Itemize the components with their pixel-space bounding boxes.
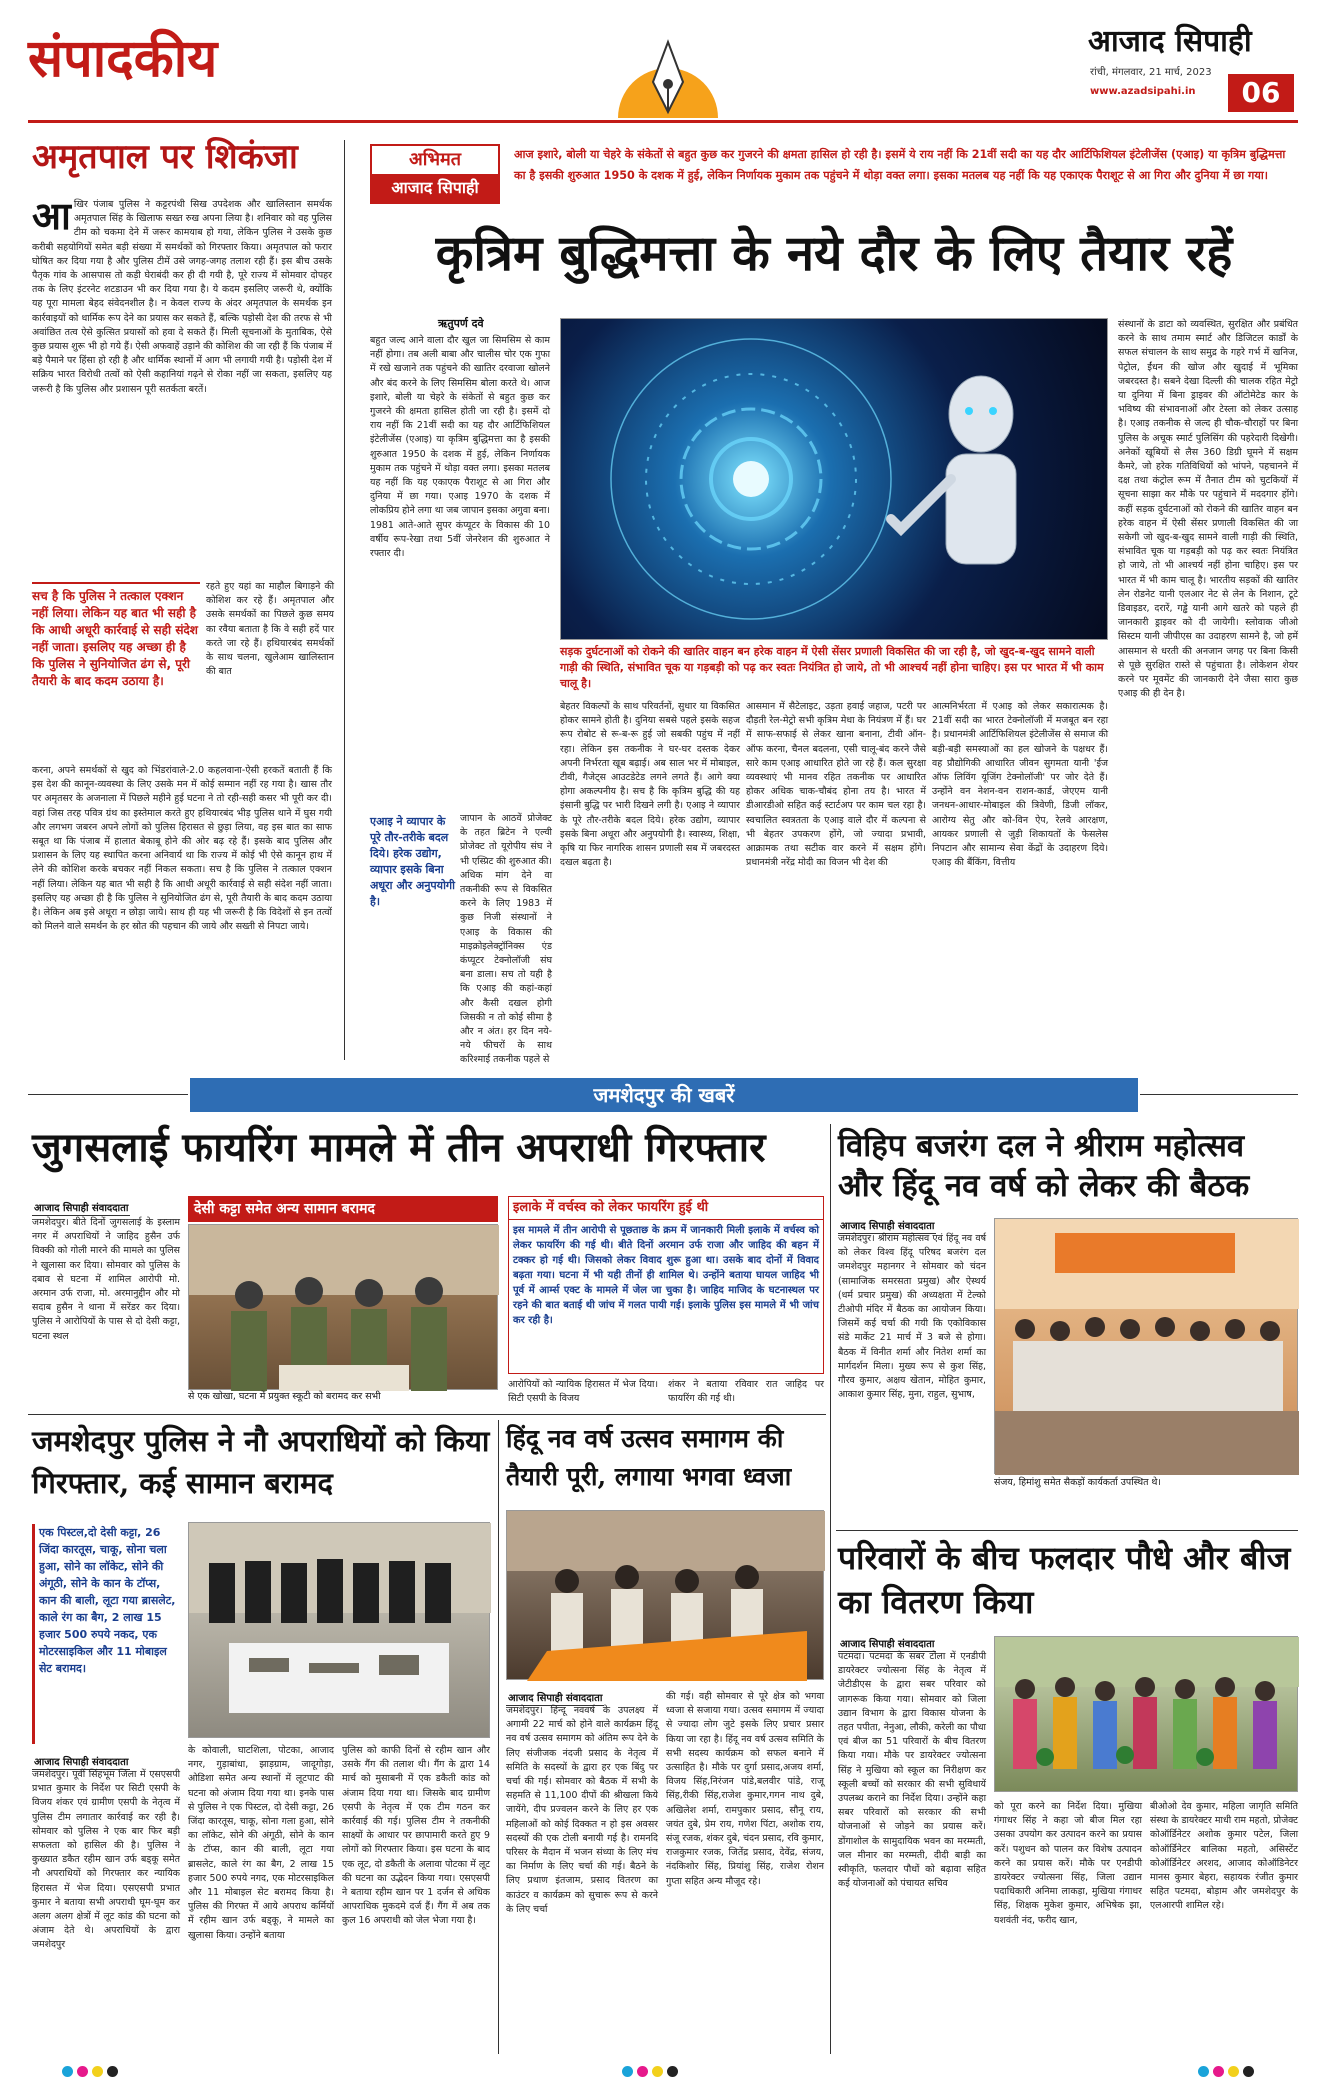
story4-body-1: जमशेदपुर। हिन्दू नववर्ष के उपलक्ष्य में अगामी 22 मार्च को होने वाले कार्यक्रम हिंदू नव वर्ष उत्सव समागम को अंतिम रूप देने के लिए संजीजक नंदजी प्रसाद के नेतृत्व में समिति के सदस्यों के द्वारा हर एक बिंदु पर चर्चा की गई। सोमवार को बैठक में सभी के सहमति से 11,100 दीपों की श्रीखला किये जायेंगे, दीप प्रज्वलन करने के लिए हर एक महिलाओं को कोई दिक्कत न हो इस अवसर सदस्यों की एक टोली बनायी गई है। रामनदि परिसर के मैदान में भजन संध्या के लिए मंच का निर्माण के लिए चर्चा की गई। बैठने के लिए प्रथाण इंतजाम, प्रसाद वितरण का काउंटर व कार्यक्रम को सुचारू रूप से करने के लिए चर्चा xyxy=(506,1705,658,1915)
story3-body-1: जमशेदपुर। पूर्वी सिंहभूम जिला में एसएसपी प्रभात कुमार के निर्देश पर सिटी एसपी के विजय शंकर एवं ग्रामीण एसपी के नेतृत्व में पुलिस टीम लगातार कार्रवाई कर रही है। सोमवार को पुलिस ने एक बार फिर बड़ी सफलता को हासिल की है। पुलिस ने कुख्यात डकैत रहीम खान उर्फ बड्कू समेत नौ अपराधियों को गिरफ्तार कर न्यायिक हिरासत में भेज दिया। एसएसपी प्रभात कुमार ने बताया सभी अपराधी घूम-घूम कर अलग अलग क्षेत्रों में लूट कांड की घटना को अंजाम देते थे। अपराधियों के द्वारा जमशेदपुर xyxy=(32,1769,180,1951)
story1-box-body: इस मामले में तीन आरोपी से पूछताछ के क्रम में जानकारी मिली इलाके में वर्चस्व को लेकर फायरिंग की गई थी। बीते दिनों अरमान उर्फ राजा और जाहिद की बहन में टक्कर हो गई थी। जिसको लेकर विवाद शुरू हुआ था। उसके बाद दोनों में विवाद बढ़ता गया। घटना में भी यही तीनों ही शामिल थे। उन्होंने बताया घायल जाहिद भी पूर्व में आर्म्स एक्ट के मामले में जेल जा चुका है। जाहिद माजिद के घटनास्थल पर रहने की बात बताई थी जांच में गलत पायी गई। इलाके पुलिस इस मामले में भी जांच कर रही है। xyxy=(513,1225,819,1326)
section-banner-label: जमशेदपुर की खबरें xyxy=(593,1083,735,1107)
story1-tail-right: शंकर ने बताया रविवार रात जाहिद पर फायरिंग की गई थी। xyxy=(668,1379,824,1405)
opinion-sidebar: एआइ ने व्यापार के पूरे तौर-तरीके बदल दिये। हरेक उद्योग, व्यापार इसके बिना अधूरा और अनुपयोगी है। xyxy=(370,815,455,908)
story1-photo-caption: से एक खोखा, घटना में प्रयुक्त स्कूटी को बरामद कर सभी xyxy=(188,1391,381,1402)
photo-caption: सड़क दुर्घटनाओं को रोकने की खातिर वाहन बन हरेक वाहन में ऐसी सेंसर प्रणाली विकसित की जा रही है, जो खुद-ब-खुद सामने वाली गाड़ी की स्थिति, संभावित चूक या गड़बड़ी को पढ़ कर स्वतः नियंत्रित हो जाये, तो भी आश्चर्य नहीं होना चाहिए। इस पर भारत में भी काम चालू है। xyxy=(560,645,1104,690)
story1-tail-left: आरोपियों को न्यायिक हिरासत में भेज दिया। सिटी एसपी के विजय xyxy=(508,1379,658,1405)
story3-body-3: पुलिस को काफी दिनों से रहीम खान और उसके गैंग की तलाश थी। गैंग के द्वारा 14 मार्च को मुसाबनी में एक डकैती कांड को अंजाम दिया गया था। जिसके बाद ग्रामीण एसपी के नेतृत्व में एक टीम गठन कर कार्रवाई की गई। पुलिस टीम ने तकनीकी साक्ष्यों के आधार पर छापामारी करते हुए 9 लोगों को गिरफ्तार किया। इस घटना के बाद एक लूट, दो डकैती के अलावा पोटका में लूट की घटना का उद्भेदन किया गया। एसएसपी ने बताया रहीम खान पर 1 दर्जन से अधिक आपराधिक मुकदमे दर्ज हैं। गैंग में अब तक कुल 16 अपराधी को जेल भेजा गया है। xyxy=(342,1745,490,1927)
yellow-dot xyxy=(652,2066,663,2077)
opinion-col-4: आसमान में सैटेलाइट, उड़ता हवाई जहाज, पटरी पर दौड़ती रेल-मेट्रो सभी कृत्रिम मेधा के नियंत्रण में हैं। घर में साफ-सफाई से लेकर खाना बनाना, टीवी ऑन-ऑफ करना, चैनल बदलना, एसी चालू-बंद करने जैसे सारे काम एआइ आधारित होते जा रहे हैं। कल सुरक्षा व्यवस्थाएं भी मानव रहित तकनीक पर आधारित होकर अधिक चाक-चौबंद होना तय है। भारत में डीआरडीओ सहित कई स्टार्टअप पर काम चल रहा है। स्वचालित स्वत्रतता के एआइ वाले दौर में कल्पना से भी बेहतर उपकरण होंगे, जो ज्यादा प्रभावी, आक्रामक तथा सटीक वार करने में सक्षम होंगे। प्रधानमंत्री नरेंद्र मोदी का विजन भी देश की xyxy=(746,701,926,869)
story1-headline: जुगसलाई फायरिंग मामले में तीन अपराधी गिरफ्तार xyxy=(32,1124,766,1171)
story4-body-2: की गई। वही सोमवार से पूरे क्षेत्र को भगवा ध्वजा से सजाया गया। उत्सव समागम में ज्यादा से ज्यादा लोग जुटे इसके लिए प्रचार प्रसार किया जा रहा है। हिंदू नव वर्ष उत्सव समिति के सभी सदस्य कार्यक्रम को सफल बनाने में उत्साहित है। मौके पर दुर्गा प्रसाद,अजय शर्मा, विजय सिंह,निरंजन पांडे,बलवीर पांडे, राजू सिंह,रीकी सिंह,राजेश कुमार,गगन नाथ दुबे, अखिलेश शर्मा, रामपुकार प्रसाद, सौनू राय, जयंत दुबे, प्रेम राय, गणेश पिंटा, अशोक राय, संजू रजक, शंकर दुबे, चंदन प्रसाद, रवि कुमार, राजकुमार रजक, जितेंद्र प्रसाद, देवेंद्र, संजय, नंदकिशोर सिंह, प्रियांशु सिंह, राजेश रोशन गुप्ता सहित अन्य मौजूद रहे। xyxy=(666,1691,824,1887)
arrested-criminals-photo xyxy=(189,1523,491,1739)
opinion-col-3: बेहतर विकल्पों के साथ परिवर्तनों, सुधार या विकसित होकर सामने होती है। दुनिया सबसे पहले इसके सहज रूप रोबोट से रू-ब-रू हुई जो सबकी पहुंच में नहीं रहा। लेकिन इस तकनीक ने घर-घर दस्तक देकर अपनी निर्भरता खूब बढ़ाई। अब साल भर में मोबाइल, टीवी, गैजेट्स आउटडेटेड लगने लगते हैं। आगे क्या होगा अकल्पनीय है। सच है कि कृत्रिम बुद्धि की यह इंसानी बुद्धि पर भारी दिखने लगी है। एआइ ने व्यापार के पूरे तौर-तरीके बदल दिये। हरेक उद्योग, व्यापार इसके बिना अधूरा और अनुपयोगी है। स्वास्थ्य, शिक्षा, कृषि या फिर नागरिक शासन प्रणाली सब में जबरदस्त दखल बढ़ता है। xyxy=(560,701,740,869)
story5-byline xyxy=(838,1632,936,1652)
story3-highlight: एक पिस्टल,दो देसी कट्टा, 26 जिंदा कारतूस, चाकू, सोना चला हुआ, सोने का लॉकेट, सोने की अंगूठी, सोने के कान के टॉप्स, कान की बाली, लूटा गया ब्रासलेट, काले रंग का बैग, 2 लाख 15 हजार 500 रुपये नकद, एक मोटरसाइकिल और 11 मोबाइल सेट बरामद। xyxy=(32,1524,180,1744)
magenta-dot xyxy=(77,2066,88,2077)
story3-headline: जमशेदपुर पुलिस ने नौ अपराधियों को किया गिरफ्तार, कई सामान बरामद xyxy=(32,1424,490,1500)
magenta-dot xyxy=(637,2066,648,2077)
story5-body-3: बीओओ देव कुमार, महिला जागृति समिति संस्था के डायरेक्टर माधी राम महतो, प्रोजेक्ट कोऑर्डिनेटर अशोक कुमार पटेल, जिला कोऑर्डिनेटर बालिका महतो, असिस्टेंट कोऑर्डिनेटर अरशद, आजाद कोऑडिनेटर मानस कुमार बेहरा, सहायक रंजीत कुमार सहित पटमदा, बोड़ाम और जमशेदपुर के एलआरपी शामिल रहे। xyxy=(1150,1801,1298,1912)
story2-photo xyxy=(994,1218,1298,1474)
story3-byline-text: आजाद सिपाही संवाददाता xyxy=(32,1754,130,1770)
section-banner xyxy=(190,1078,1138,1112)
dateline: रांची, मंगलवार, 21 मार्च, 2023 xyxy=(1090,67,1212,78)
editorial-headline: अमृतपाल पर शिकंजा xyxy=(32,137,298,177)
footer-registration-dots-right xyxy=(1196,2062,1256,2081)
story3-byline xyxy=(32,1750,130,1770)
story1-byline xyxy=(32,1196,130,1216)
section-title: संपादकीय xyxy=(28,28,218,89)
story2-headline: विहिप बजरंग दल ने श्रीराम महोत्सव और हिंदू नव वर्ष को लेकर की बैठक xyxy=(838,1128,1250,1204)
story2-caption: संजय, हिमांशु समेत सैकड़ों कार्यकर्ता उपस्थित थे। xyxy=(994,1477,1161,1488)
page-number: 06 xyxy=(1228,74,1294,112)
paper-name: आजाद सिपाही xyxy=(1088,24,1252,59)
story4-byline xyxy=(506,1686,604,1706)
story1-body: जमशेदपुर। बीते दिनों जुगसलाई के इस्लाम नगर में अपराधियों ने जाहिद हुसैन उर्फ विक्की को गोली मारने की मामले का पुलिस ने खुलासा कर दिया। सोमवार को पुलिस के दबाव से घटना में शामिल आरोपी मो. अरमान उर्फ राजा, मो. अरमानुद्दीन और मो सदाब हुसैन ने थाना में सरेंडर कर दिया। पुलिस ने आरोपियों के पास से दो देसी कट्टा, घटना स्थल xyxy=(32,1217,180,1342)
cyan-dot xyxy=(62,2066,73,2077)
story1-photo xyxy=(188,1224,498,1390)
saffron-flag-photo xyxy=(507,1511,825,1681)
ai-robot-illustration xyxy=(561,319,1109,641)
story1-photo-title: देसी कट्टा समेत अन्य सामान बरामद xyxy=(188,1196,498,1222)
story5-body-2: को पूरा करने का निर्देश दिया। मुखिया गंगाधर सिंह ने कहा जो बीज मिल रहा उसका उपयोग कर उत्पादन करने का प्रयास करें। पशुधन को पालन कर विशेष उत्पादन करने का प्रयास करें। मौके पर एनडीपी डायरेक्टर ज्योत्सना सिंह, जिला उद्यान पदाधिकारी अनिमा लाकड़ा, मुखिया गंगाधर सिंह, शिक्षक मुकेश कुमार, अभिषेक झा, यशवंती नंद, फरीद खान, xyxy=(994,1801,1142,1926)
story1-box xyxy=(508,1196,824,1374)
story5-photo xyxy=(994,1636,1298,1792)
opinion-label-top: अभिमत xyxy=(408,149,462,170)
opinion-col-6: संस्थानों के डाटा को व्यवस्थित, सुरक्षित और प्रबंधित करने के साथ तमाम स्मार्ट और डिजिटल कार्डों के सफल संचालन के साथ समुद्र के गहरे गर्भ में खनिज, पेट्रोल, ईंधन की खोज और खुदाई में भूमिका जबरदस्त है। सबने देखा दिल्ली की चालक रहित मेट्रो या दुनिया में बिना ड्राइवर की ऑटोमेटेड कार के भविष्य की संभावनाओं और टेस्ला को लेकर उत्साह है। एआइ तकनीक से जल्द ही चौक-चौराहों पर बिना पुलिस के अचूक स्मार्ट पुलिसिंग की पहरेदारी दिखेगी। अनेकों खूबियों से लैस 360 डिग्री घूमने में सक्षम कैमरे, जो हरेक गतिविधियों को भांपने, पहचानने में दक्ष तथा कंट्रोल रूम में तैनात टीम को चुटकियों में सूचना साझा कर मौके पर पहुंचाने में मददगार होंगे। कहीं सड़क दुर्घटनाओं को रोकने की खातिर वाहन बन हरेक वाहन में ऐसी सेंसर प्रणाली विकसित की जा सकेगी जो खुद-ब-खुद सामने वाली गाड़ी की स्थिति, संभावित चूक या गड़बड़ी को पढ़ कर स्वतः नियंत्रित हो जाये, तो भी आश्चर्य नहीं होना चाहिए। इस पर भारत में भी काम चालू है। भारतीय सड़कों की खातिर लेन रोडनेट यानी एलआर नेट से लेन के निशान, टूटे डिवाइडर, दरारें, गड्ढे यानी आगे खतरे को पहले ही जानकारी ड्राइवर को दी जायेगी। स्लोवाक जीओ सिस्टम यानी जीपीएस का उदाहरण सामने है, जो हमें आसमान से धरती की अनजान जगह पर बिना किसी से पूछे सुरक्षित रास्ते से पहुंचाता है। लोकेशन शेयर करने पर मूवमेंट की जानकारी देने जैसा सारा कुछ एआइ की ही देन है। xyxy=(1118,319,1298,700)
story2-byline-text: आजाद सिपाही संवाददाता xyxy=(838,1218,936,1234)
opinion-col-5: आत्मनिर्भरता में एआइ को लेकर सकारात्मक है। 21वीं सदी का भारत टेक्नोलॉजी में मजबूत बन रहा है। प्रधानमंत्री आर्टिफिशियल इंटेलीजेंस से समाज की बड़ी-बड़ी समस्याओं का हल खोजने के पक्षधर हैं। वह प्रौद्योगिकी आधारित जीवन सुगमता यानी 'ईज ऑफ लिविंग यूजिंग टेक्नोलॉजी' पर जोर देते हैं। उन्होंने वन नेशन-वन राशन-कार्ड, जेएएम यानी जनधन-आधार-मोबाइल की त्रिवेणी, डिजी लॉकर, आरोग्य सेतु और को-विन ऐप, रेलवे आरक्षण, आयकर प्रणाली से जुड़ी शिकायतों के फेसलेस निपटान और सामान्य सेवा केंद्रों के उदाहरण दिये। एआइ की बैंकिंग, वित्तीय xyxy=(932,701,1108,869)
cyan-dot xyxy=(622,2066,633,2077)
opinion-label xyxy=(370,144,500,204)
story2-body: जमशेदपुर। श्रीराम महोत्सव एवं हिंदू नव वर्ष को लेकर विश्व हिंदू परिषद बजरंग दल जमशेदपुर महानगर ने सोमवार को चंदन (सामाजिक समरसता प्रमुख) और ऐस्थर्य (धर्म प्रचार प्रमुख) की अध्यक्षता में टेल्को टीओपी मंदिर में बैठक का आयोजन किया। जिसमें कई चर्चा की गयी कि एकोविकास संडे मार्केट 21 मार्च में 3 बजे से होगा। बैठक में विनीत शर्मा और नितेश शर्मा का मार्गदर्शन मिला। मुख्य रूप से कुश सिंह, गौरव कुमार, अक्षय खेतान, मोहित कुमार, आकाश कुमार सिंह, मुना, राहुल, सुभाष, xyxy=(838,1233,986,1401)
story4-photo xyxy=(506,1510,824,1680)
ai-robot-photo xyxy=(560,318,1108,640)
cyan-dot xyxy=(1198,2066,1209,2077)
yellow-dot xyxy=(92,2066,103,2077)
story1-box-title: इलाके में वर्चस्व को लेकर फायरिंग हुई थी xyxy=(509,1197,823,1220)
story5-byline-text: आजाद सिपाही संवाददाता xyxy=(838,1636,936,1652)
editorial-body xyxy=(32,193,332,578)
author-name: ऋतुपर्ण दवे xyxy=(438,317,484,330)
website: www.azadsipahi.in xyxy=(1090,86,1196,97)
story5-body-1: पटमदा। पटमदा के सबर टोला में एनडीपी डायरेक्टर ज्योत्सना सिंह के नेतृत्व में जेटीडीएस के द्वारा सबर परिवार को जागरूक किया गया। सोमवार को जिला उद्यान विभाग के द्वारा विकास योजना के तहत पपीता, नेनुआ, लौकी, करेली का पौधा एवं बीज का 51 परिवारों के बीच वितरण किया गया। मौके पर डायरेक्टर ज्योत्सना सिंह ने मुखिया को स्कूल का निरीक्षण कर स्कूली बच्चों को सरकार की सभी सुविधायें उपलब्ध कराने का निर्देश दिया। उन्होंने कहा सबर परिवारों को सरकार की सभी योजनाओं से जोड़ने का प्रयास करें। डोंगाशोल के सामुदायिक भवन का मरम्मती, जल मीनार का मरम्मती, दीदी बाड़ी का स्वीकृति, फलदार पौधों को बढ़ावा सहित कई योजनाओं को पंचायत सचिव xyxy=(838,1651,986,1890)
black-dot xyxy=(667,2066,678,2077)
black-dot xyxy=(1243,2066,1254,2077)
editorial-body-text-3: करना, अपने समर्थकों से खुद को भिंडरांवाले-2.0 कहलवाना-ऐसी हरकतें बताती हैं कि इस देश की कानून-व्यवस्था के लिए उसके मन में कोई सम्मान नहीं रह गया है। खास तौर पर अमृतसर के अजनाला में पिछले महीने हुई घटना ने तो रही-सही कसर भी पूरी कर दी। वहां जिस तरह पवित्र ग्रंथ का इस्तेमाल करते हुए हथियारबंद भीड़ पुलिस थाने में घुस गयी और लगभग जबरन अपने लोगों को पुलिस हिरासत से छुड़ा लिया, वह इस बात का साफ सबूत था कि पंजाब में हालात बेकाबू होने की ओर बढ़ रहे हैं। इसके बाद पुलिस और प्रशासन के लिए यह स्थापित करना अनिवार्य था कि राज्य में कोई भी ऐसे कानून हाथ में लेने की कोशिश करके बचकर नहीं निकल सकता। सच है कि पुलिस ने तत्काल एक्शन नहीं लिया। लेकिन यह बात भी सही है कि आधी अधूरी कार्रवाई से सही संदेश नहीं जाता। इसलिए यह अच्छा ही है कि पुलिस ने सुनियोजित ढंग से, पूरी तैयारी के बाद कदम उठाया है। लेकिन अब इसे अधूरा न छोड़ा जाये। साथ ही यह भी जरूरी है कि विदेशों से इन तत्वों को मिलने वाले समर्थन के हर स्रोत की पहचान की जाये और सख्ती से निपटा जाये। xyxy=(32,765,332,933)
story1-byline-text: आजाद सिपाही संवाददाता xyxy=(32,1200,130,1216)
story3-body-2: के कोवाली, घाटशिला, पोटका, आजाद नगर, गुड़ाबांधा, झाड़ग्राम, जादूगोड़ा, ओडिशा समेत अन्य स्थानों में लूटपाट की घटना को अंजाम दिया गया था। इनके पास से पुलिस ने एक पिस्टल, दो देसी कट्टा, 26 जिंदा कारतूस, चाकू, सोना गला हुआ, सोने का लॉकेट, सोने की अंगूठी, सोने के कान के टॉप्स, कान की बाली, लूटा गया ब्रासलेट, काले रंग का बैग, 2 लाख 15 हजार 500 रुपये नगद, एक मोटरसाइकिल और 11 मोबाइल सेट बरामद किया है। पुलिस की गिरफ्त में आये अपराध कर्मियों में रहीम खान उर्फ बड्कू, ने मामले का खुलासा किया। उन्होंने बताया xyxy=(188,1745,334,1941)
story5-headline: परिवारों के बीच फलदार पौधे और बीज का वितरण किया xyxy=(838,1539,1291,1621)
story4-headline: हिंदू नव वर्ष उत्सव समागम की तैयारी पूरी, लगाया भगवा ध्वजा xyxy=(506,1424,792,1491)
black-dot xyxy=(107,2066,118,2077)
editorial-body-text: खिर पंजाब पुलिस ने कट्टरपंथी सिख उपदेशक और खालिस्तान समर्थक अमृतपाल सिंह के खिलाफ सख्त रुख अपना लिया है। शनिवार को वह पुलिस टीम को चकमा देने में जरूर कामयाब हो गया, लेकिन पुलिस ने उसके कुछ करीबी सहयोगियों समेत बड़ी संख्या में समर्थकों को गिरफ्तार किया। अमृतपाल को फरार घोषित कर दिया गया है और पुलिस टीमें उसे जगह-जगह तलाश रही हैं। इस बीच उसके पैतृक गांव के आसपास तो कड़ी घेराबंदी कर ही दी गयी है, पूरे राज्य में सोमवार दोपहर तक के लिए इंटरनेट शटडाउन भी कर दिया गया है। ये कदम इसलिए जरूरी थे, क्योंकि यह पूरा मामला बेहद संवेदनशील है। न केवल राज्य के अंदर अमृतपाल के समर्थक इन कार्रवाइयों को धार्मिक रूप देने का प्रयास कर सकते हैं, बल्कि पड़ोसी देश की तरफ से भी अवांछित तत्व ऐसे कुत्सित प्रयासों को हवा दे सकते हैं। मिली सूचनाओं के मुताबिक, ऐसे कुछ प्रयास शुरू भी हो गये हैं। ऐसी अफवाहें उड़ाने की कोशिश की जा रही हैं कि पंजाब में बड़े पैमाने पर हिंसा हो रही है और धार्मिक स्थानों में आग भी लगायी गयी है। पड़ोसी देश में सक्रिय भारत विरोधी तत्वों को ऐसी कहानियां गढ़ने से रोका नहीं जा सकता, इसलिए यह जरूरी है कि पुलिस और प्रशासन पूरी सतर्कता बरतें। xyxy=(32,199,332,395)
masthead xyxy=(28,20,1298,120)
yellow-dot xyxy=(1228,2066,1239,2077)
plant-distribution-photo xyxy=(995,1637,1299,1793)
opinion-headline: कृत्रिम बुद्धिमत्ता के नये दौर के लिए तैयार रहें xyxy=(435,224,1233,282)
story4-byline-text: आजाद सिपाही संवाददाता xyxy=(506,1690,604,1706)
meeting-group-photo xyxy=(995,1219,1299,1475)
opinion-col-1: बहुत जल्द आने वाला दौर खुल जा सिमसिम से काम नहीं होगा। तब अली बाबा और चालीस चोर एक गुफा में रखे खजाने तक पहुंचने की खातिर दरवाजा खोलने और बंद करने के लिए सिमसिम बोला करते थे। आज इशारे, बोली या चेहरे के संकेतों से बहुत कुछ कर गुजरने की क्षमता हासिल होती जा रही है। इसमें दो राय नहीं कि 21वीं सदी का यह दौर आर्टिफिशियल इंटेलीजेंस (एआइ) या कृत्रिम बुद्धिमत्ता का है इसकी शुरुआत 1950 के दशक में हुई, लेकिन निर्णायक मुकाम तक पहुंचने में थोड़ा वक्त लगा। इसका मतलब यह नहीं कि यह एकाएक पैराशूट से आ गिरा और दुनिया में छा गया। एआइ 1970 के दशक में लोकप्रिय होने लगा था जब जापान इसका अगुवा बना। 1981 आते-आते सुपर कंप्यूटर के विकास की 10 वर्षीय रूप-रेखा तथा 5वीं जेनरेशन की शुरुआत ने रफ्तार दी। xyxy=(370,335,550,560)
opinion-label-bottom: आजाद सिपाही xyxy=(372,174,498,202)
footer-registration-dots-left xyxy=(60,2062,120,2081)
footer-registration-dots-center xyxy=(620,2062,680,2081)
editorial-pullquote: सच है कि पुलिस ने तत्काल एक्शन नहीं लिया। लेकिन यह बात भी सही है कि आधी अधूरी कार्रवाई से सही संदेश नहीं जाता। इसलिए यह अच्छा ही है कि पुलिस ने सुनियोजित ढंग से, पूरी तैयारी के बाद कदम उठाया है। xyxy=(32,582,200,732)
police-group-photo xyxy=(189,1225,499,1391)
editorial-body-text-2: रहते हुए यहां का माहौल बिगाड़ने की कोशिश कर रहे हैं। अमृतपाल और उसके समर्थकों का पिछले कुछ समय का रवैया बताता है कि वे सही हदें पार करते जा रहे हैं। हथियारबंद समर्थकों के साथ चलना, खुलेआम खालिस्तान की बात xyxy=(206,581,334,678)
story3-photo xyxy=(188,1522,490,1738)
opinion-col-2: जापान के आठवें प्रोजेक्ट के तहत ब्रिटेन ने एल्वी प्रोजेक्ट तो यूरोपीय संघ ने भी एस्प्रिट की शुरुआत की। अधिक मांग देने वा तकनीकी रूप से विकसित करने के लिए 1983 में कुछ निजी संस्थानों ने एआइ के विकास की माइक्रोइलेक्ट्रॉनिक्स एंड कंप्यूटर टेक्नोलॉजी संघ बना डाला। सच तो यही है कि एआइ की कहां-कहां और कैसी दखल होगी जिसकी न तो कोई सीमा है और न अंत। हर दिन नये-नये फीचरों के साथ करिश्माई तकनीक पहले से xyxy=(460,813,552,1066)
story2-byline xyxy=(838,1214,936,1234)
opinion-intro: आज इशारे, बोली या चेहरे के संकेतों से बहुत कुछ कर गुजरने की क्षमता हासिल हो रही है। इसमें ये राय नहीं कि 21वीं सदी का यह दौर आर्टिफिशियल इंटेलीजेंस (एआइ) या कृत्रिम बुद्धिमत्ता का है इसकी शुरुआत 1950 के दशक में हुई, लेकिन निर्णायक मुकाम तक पहुंचने में थोड़ा वक्त लगा। इसका मतलब यह नहीं कि यह एकाएक पैराशूट से आ गिरा और दुनिया में छा गया। xyxy=(514,148,1286,182)
drop-cap: आ xyxy=(32,193,71,238)
pen-nib-logo xyxy=(613,22,723,118)
magenta-dot xyxy=(1213,2066,1224,2077)
